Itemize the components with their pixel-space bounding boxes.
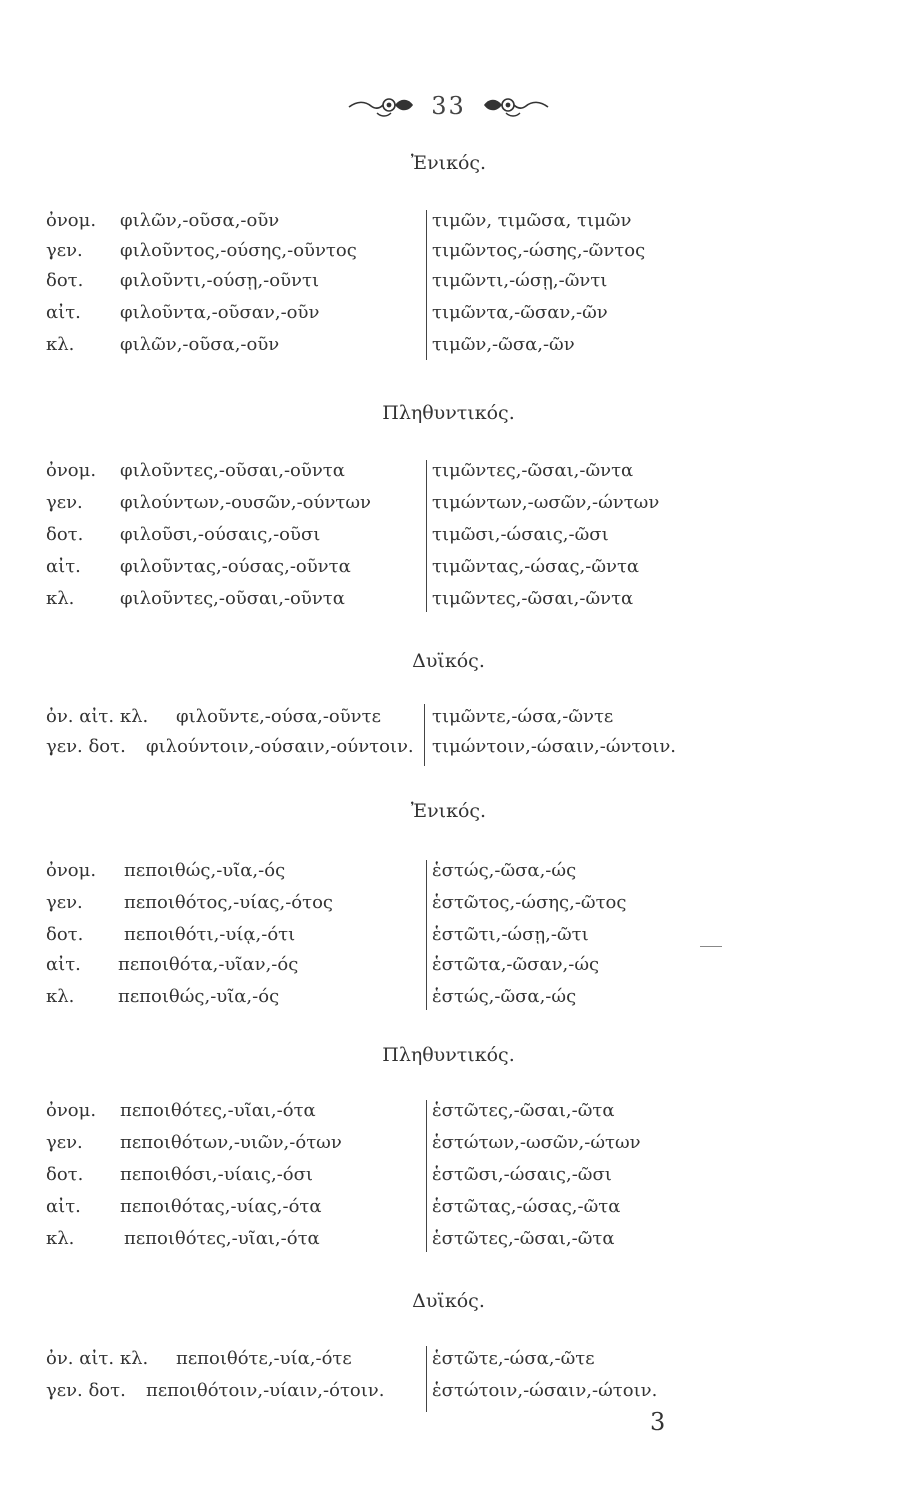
section-heading: Δυϊκός. xyxy=(412,650,485,672)
paradigm-row xyxy=(0,924,897,954)
left-form: φιλοῦντας,-ούσας,-οῦντα xyxy=(120,556,351,577)
right-form: τιμῶν,-ῶσα,-ῶν xyxy=(432,334,575,355)
page-header xyxy=(0,88,897,124)
right-ornament-icon xyxy=(480,93,550,119)
left-form: πεποιθότος,-υίας,-ότος xyxy=(124,892,333,913)
right-form: τιμώντοιν,-ώσαιν,-ώντοιν. xyxy=(432,736,676,757)
case-label: γεν. xyxy=(46,1132,83,1153)
left-form: πεποιθώς,-υῖα,-ός xyxy=(118,986,280,1007)
signature-mark: 3 xyxy=(650,1408,666,1436)
paradigm-row xyxy=(0,1348,897,1378)
paradigm-row xyxy=(0,736,897,766)
left-form: πεποιθότε,-υία,-ότε xyxy=(176,1348,352,1369)
case-label: γεν. δοτ. xyxy=(46,1380,126,1401)
right-form: ἑστῶτας,-ώσας,-ῶτα xyxy=(432,1196,621,1217)
paradigm-row xyxy=(0,986,897,1016)
right-form: ἑστώτοιν,-ώσαιν,-ώτοιν. xyxy=(432,1380,658,1401)
left-form: φιλοῦντα,-οῦσαν,-οῦν xyxy=(120,302,320,323)
paradigm-row xyxy=(0,706,897,736)
case-label: δοτ. xyxy=(46,1164,84,1185)
left-form: φιλοῦντες,-οῦσαι,-οῦντα xyxy=(120,588,345,609)
right-form: ἑστώς,-ῶσα,-ώς xyxy=(432,860,577,881)
case-label: ὀνομ. xyxy=(46,860,97,881)
paradigm-row xyxy=(0,1100,897,1130)
left-form: φιλοῦντος,-ούσης,-οῦντος xyxy=(120,240,357,261)
case-label: κλ. xyxy=(46,1228,75,1249)
right-form: ἑστῶτι,-ώσῃ,-ῶτι xyxy=(432,924,589,945)
left-form: πεποιθώς,-υῖα,-ός xyxy=(124,860,286,881)
case-label: αἰτ. xyxy=(46,556,81,577)
case-label: ὀν. αἰτ. κλ. xyxy=(46,706,149,727)
right-form: τιμώντων,-ωσῶν,-ώντων xyxy=(432,492,660,513)
case-label: αἰτ. xyxy=(46,954,81,975)
section-heading: Πληθυντικός. xyxy=(382,402,515,424)
right-form: τιμῶν, τιμῶσα, τιμῶν xyxy=(432,210,632,231)
paradigm-row xyxy=(0,240,897,270)
right-form: ἑστῶτα,-ῶσαν,-ώς xyxy=(432,954,600,975)
left-form: πεποιθότα,-υῖαν,-ός xyxy=(118,954,299,975)
left-form: πεποιθότων,-υιῶν,-ότων xyxy=(120,1132,342,1153)
case-label: δοτ. xyxy=(46,524,84,545)
paradigm-row xyxy=(0,1132,897,1162)
right-form: ἑστώς,-ῶσα,-ώς xyxy=(432,986,577,1007)
paradigm-row xyxy=(0,892,897,922)
paradigm-row xyxy=(0,492,897,522)
left-form: φιλούντων,-ουσῶν,-ούντων xyxy=(120,492,371,513)
right-form: ἑστῶτες,-ῶσαι,-ῶτα xyxy=(432,1228,615,1249)
case-label: γεν. xyxy=(46,892,83,913)
left-form: πεποιθόσι,-υίαις,-όσι xyxy=(120,1164,313,1185)
case-label: αἰτ. xyxy=(46,302,81,323)
case-label: ὀνομ. xyxy=(46,210,97,231)
right-form: τιμῶντε,-ώσα,-ῶντε xyxy=(432,706,614,727)
stray-mark xyxy=(700,946,722,947)
left-form: πεποιθότες,-υῖαι,-ότα xyxy=(124,1228,320,1249)
paradigm-row xyxy=(0,1228,897,1258)
paradigm-row xyxy=(0,1196,897,1226)
right-form: ἑστῶσι,-ώσαις,-ῶσι xyxy=(432,1164,612,1185)
paradigm-row xyxy=(0,556,897,586)
left-form: φιλῶν,-οῦσα,-οῦν xyxy=(120,334,280,355)
right-form: τιμῶντας,-ώσας,-ῶντα xyxy=(432,556,640,577)
section-heading: Ἐνικός. xyxy=(410,800,487,822)
paradigm-row xyxy=(0,334,897,364)
case-label: δοτ. xyxy=(46,270,84,291)
left-form: φιλοῦντες,-οῦσαι,-οῦντα xyxy=(120,460,345,481)
case-label: αἰτ. xyxy=(46,1196,81,1217)
paradigm-row xyxy=(0,302,897,332)
right-form: τιμῶντι,-ώσῃ,-ῶντι xyxy=(432,270,608,291)
left-form: φιλῶν,-οῦσα,-οῦν xyxy=(120,210,280,231)
paradigm-row xyxy=(0,588,897,618)
left-form: πεποιθότες,-υῖαι,-ότα xyxy=(120,1100,316,1121)
left-form: φιλούντοιν,-ούσαιν,-ούντοιν. xyxy=(146,736,414,757)
left-ornament-icon xyxy=(347,93,417,119)
case-label: γεν. xyxy=(46,492,83,513)
paradigm-row xyxy=(0,270,897,300)
case-label: ὀνομ. xyxy=(46,1100,97,1121)
case-label: γεν. δοτ. xyxy=(46,736,126,757)
left-form: πεποιθότι,-υίᾳ,-ότι xyxy=(124,924,296,945)
right-form: ἑστῶτος,-ώσης,-ῶτος xyxy=(432,892,627,913)
left-form: πεποιθότας,-υίας,-ότα xyxy=(120,1196,322,1217)
case-label: κλ. xyxy=(46,588,75,609)
left-form: φιλοῦντι,-ούσῃ,-οῦντι xyxy=(120,270,320,291)
right-form: τιμῶσι,-ώσαις,-ῶσι xyxy=(432,524,609,545)
case-label: ὀν. αἰτ. κλ. xyxy=(46,1348,149,1369)
right-form: τιμῶντα,-ῶσαν,-ῶν xyxy=(432,302,608,323)
right-form: ἑστώτων,-ωσῶν,-ώτων xyxy=(432,1132,641,1153)
left-form: φιλοῦντε,-ούσα,-οῦντε xyxy=(176,706,381,727)
section-heading: Πληθυντικός. xyxy=(382,1044,515,1066)
section-heading: Ἐνικός. xyxy=(410,152,487,174)
case-label: κλ. xyxy=(46,334,75,355)
right-form: ἑστῶτες,-ῶσαι,-ῶτα xyxy=(432,1100,615,1121)
paradigm-row xyxy=(0,1380,897,1410)
right-form: τιμῶντες,-ῶσαι,-ῶντα xyxy=(432,460,634,481)
paradigm-row xyxy=(0,954,897,984)
paradigm-row xyxy=(0,524,897,554)
case-label: γεν. xyxy=(46,240,83,261)
right-form: τιμῶντος,-ώσης,-ῶντος xyxy=(432,240,646,261)
right-form: ἑστῶτε,-ώσα,-ῶτε xyxy=(432,1348,595,1369)
paradigm-row xyxy=(0,460,897,490)
left-form: φιλοῦσι,-ούσαις,-οῦσι xyxy=(120,524,321,545)
paradigm-row xyxy=(0,210,897,240)
paradigm-row xyxy=(0,1164,897,1194)
page-number: 33 xyxy=(431,92,466,120)
case-label: ὀνομ. xyxy=(46,460,97,481)
paradigm-row xyxy=(0,860,897,890)
case-label: δοτ. xyxy=(46,924,84,945)
left-form: πεποιθότοιν,-υίαιν,-ότοιν. xyxy=(146,1380,385,1401)
section-heading: Δυϊκός. xyxy=(412,1290,485,1312)
right-form: τιμῶντες,-ῶσαι,-ῶντα xyxy=(432,588,634,609)
case-label: κλ. xyxy=(46,986,75,1007)
